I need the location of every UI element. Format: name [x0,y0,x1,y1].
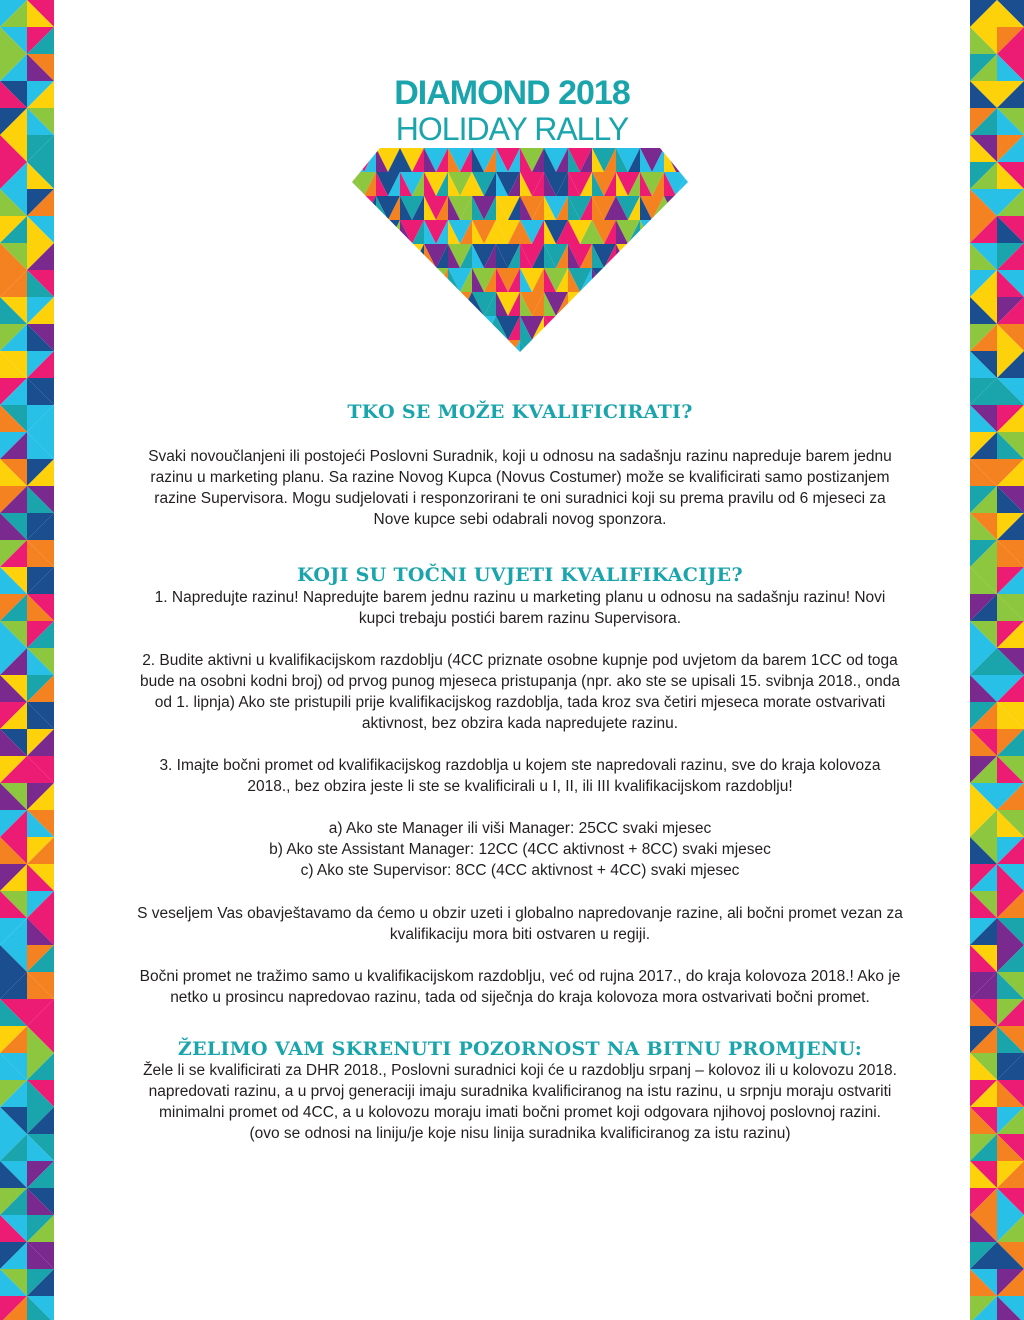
title-line-2: HOLIDAY RALLY [395,111,629,147]
condition-3-text: 3. Imajte bočni promet od kvalifikacijskog razdoblja u kojem ste napredovali razinu, sve do kraja kolovoza 2018., bez obzira jeste li ste se kvalificirali u I, II, ili III kvalifikacijskom razdoblju! [159,757,881,795]
left-geometric-border [0,0,54,1320]
event-title [0,74,1024,146]
condition-2-text: 2. Budite aktivni u kvalifikacijskom razdoblju (4CC priznate osobne kupnje pod uvjetom da barem 1CC od toga bude na osobni kodni broj) od prvog punog mjeseca pristupanja (npr. ako ste se upisali 15. svibnja 2018., onda od 1. lipnja) Ako ste pristupili prije kvalifikacijskog razdoblja, tada kroz sva četiri mjeseca morate ostvarivati aktivnost, bez obzira kada napredujete razinu. [140,652,900,732]
who-can-qualify-heading: TKO SE MOŽE KVALIFICIRATI? [347,401,693,423]
condition-3-items: a) Ako ste Manager ili viši Manager: 25CC svaki mjesec b) Ako ste Assistant Manager: 12CC (4CC aktivnost + 8CC) svaki mjesec c) Ako ste Supervisor: 8CC (4CC aktivnost + 4CC) svaki mjesec [269,820,771,879]
important-change-heading: ŽELIMO VAM SKRENUTI POZORNOST NA BITNU PROMJENU: [177,1038,863,1060]
who-can-qualify-text: Svaki novoučlanjeni ili postojeći Poslovni Suradnik, koji u odnosu na sadašnju razinu napreduje barem jednu razinu u marketing planu. Sa razine Novog Kupca (Novus Costumer) može se kvalificirati samo postizanjem razine Supervisora. Mogu sudjelovati i responzorirani te oni suradnici koji su prema pravilu od 6 mjeseci za Nove kupce sebi odabrali novog sponzora. [148,448,892,528]
global-advancement-note: S veseljem Vas obavještavamo da ćemo u obzir uzeti i globalno napredovanje razine, ali bočni promet vezan za kvalifikaciju mora biti ostvaren u regiji. [137,905,903,943]
condition-1-text: 1. Napredujte razinu! Napredujte barem jednu razinu u marketing planu u odnosu na sadašnju razinu! Novi kupci trebaju postići barem razinu Supervisora. [154,589,886,627]
diamond-logo [352,148,688,352]
side-turnover-note: Bočni promet ne tražimo samo u kvalifikacijskom razdoblju, već od rujna 2017., do kraja kolovoza 2018.! Ako je netko u prosincu napredovao razinu, tada od siječnja do kraja kolovoza mora ostvarivati bočni promet. [139,968,901,1006]
important-change-text: Žele li se kvalificirati za DHR 2018., Poslovni suradnici koji će u razdoblju srpanj – kolovoz ili u kolovozu 2018. napredovati razinu, a u prvoj generaciji imaju suradnika kvalificiranog na istu razinu, u srpnju moraju ostvariti minimalni promet od 4CC, a u kolovozu moraju imati bočni promet koji odgovara njihovoj poslovnoj razini. (ovo se odnosi na liniju/je koje nisu linija suradnika kvalificiranog za istu razinu) [143,1062,897,1142]
title-line-1: DIAMOND 2018 [394,74,630,112]
qualification-conditions-heading: KOJI SU TOČNI UVJETI KVALIFIKACIJE? [297,564,743,586]
right-geometric-border [970,0,1024,1320]
